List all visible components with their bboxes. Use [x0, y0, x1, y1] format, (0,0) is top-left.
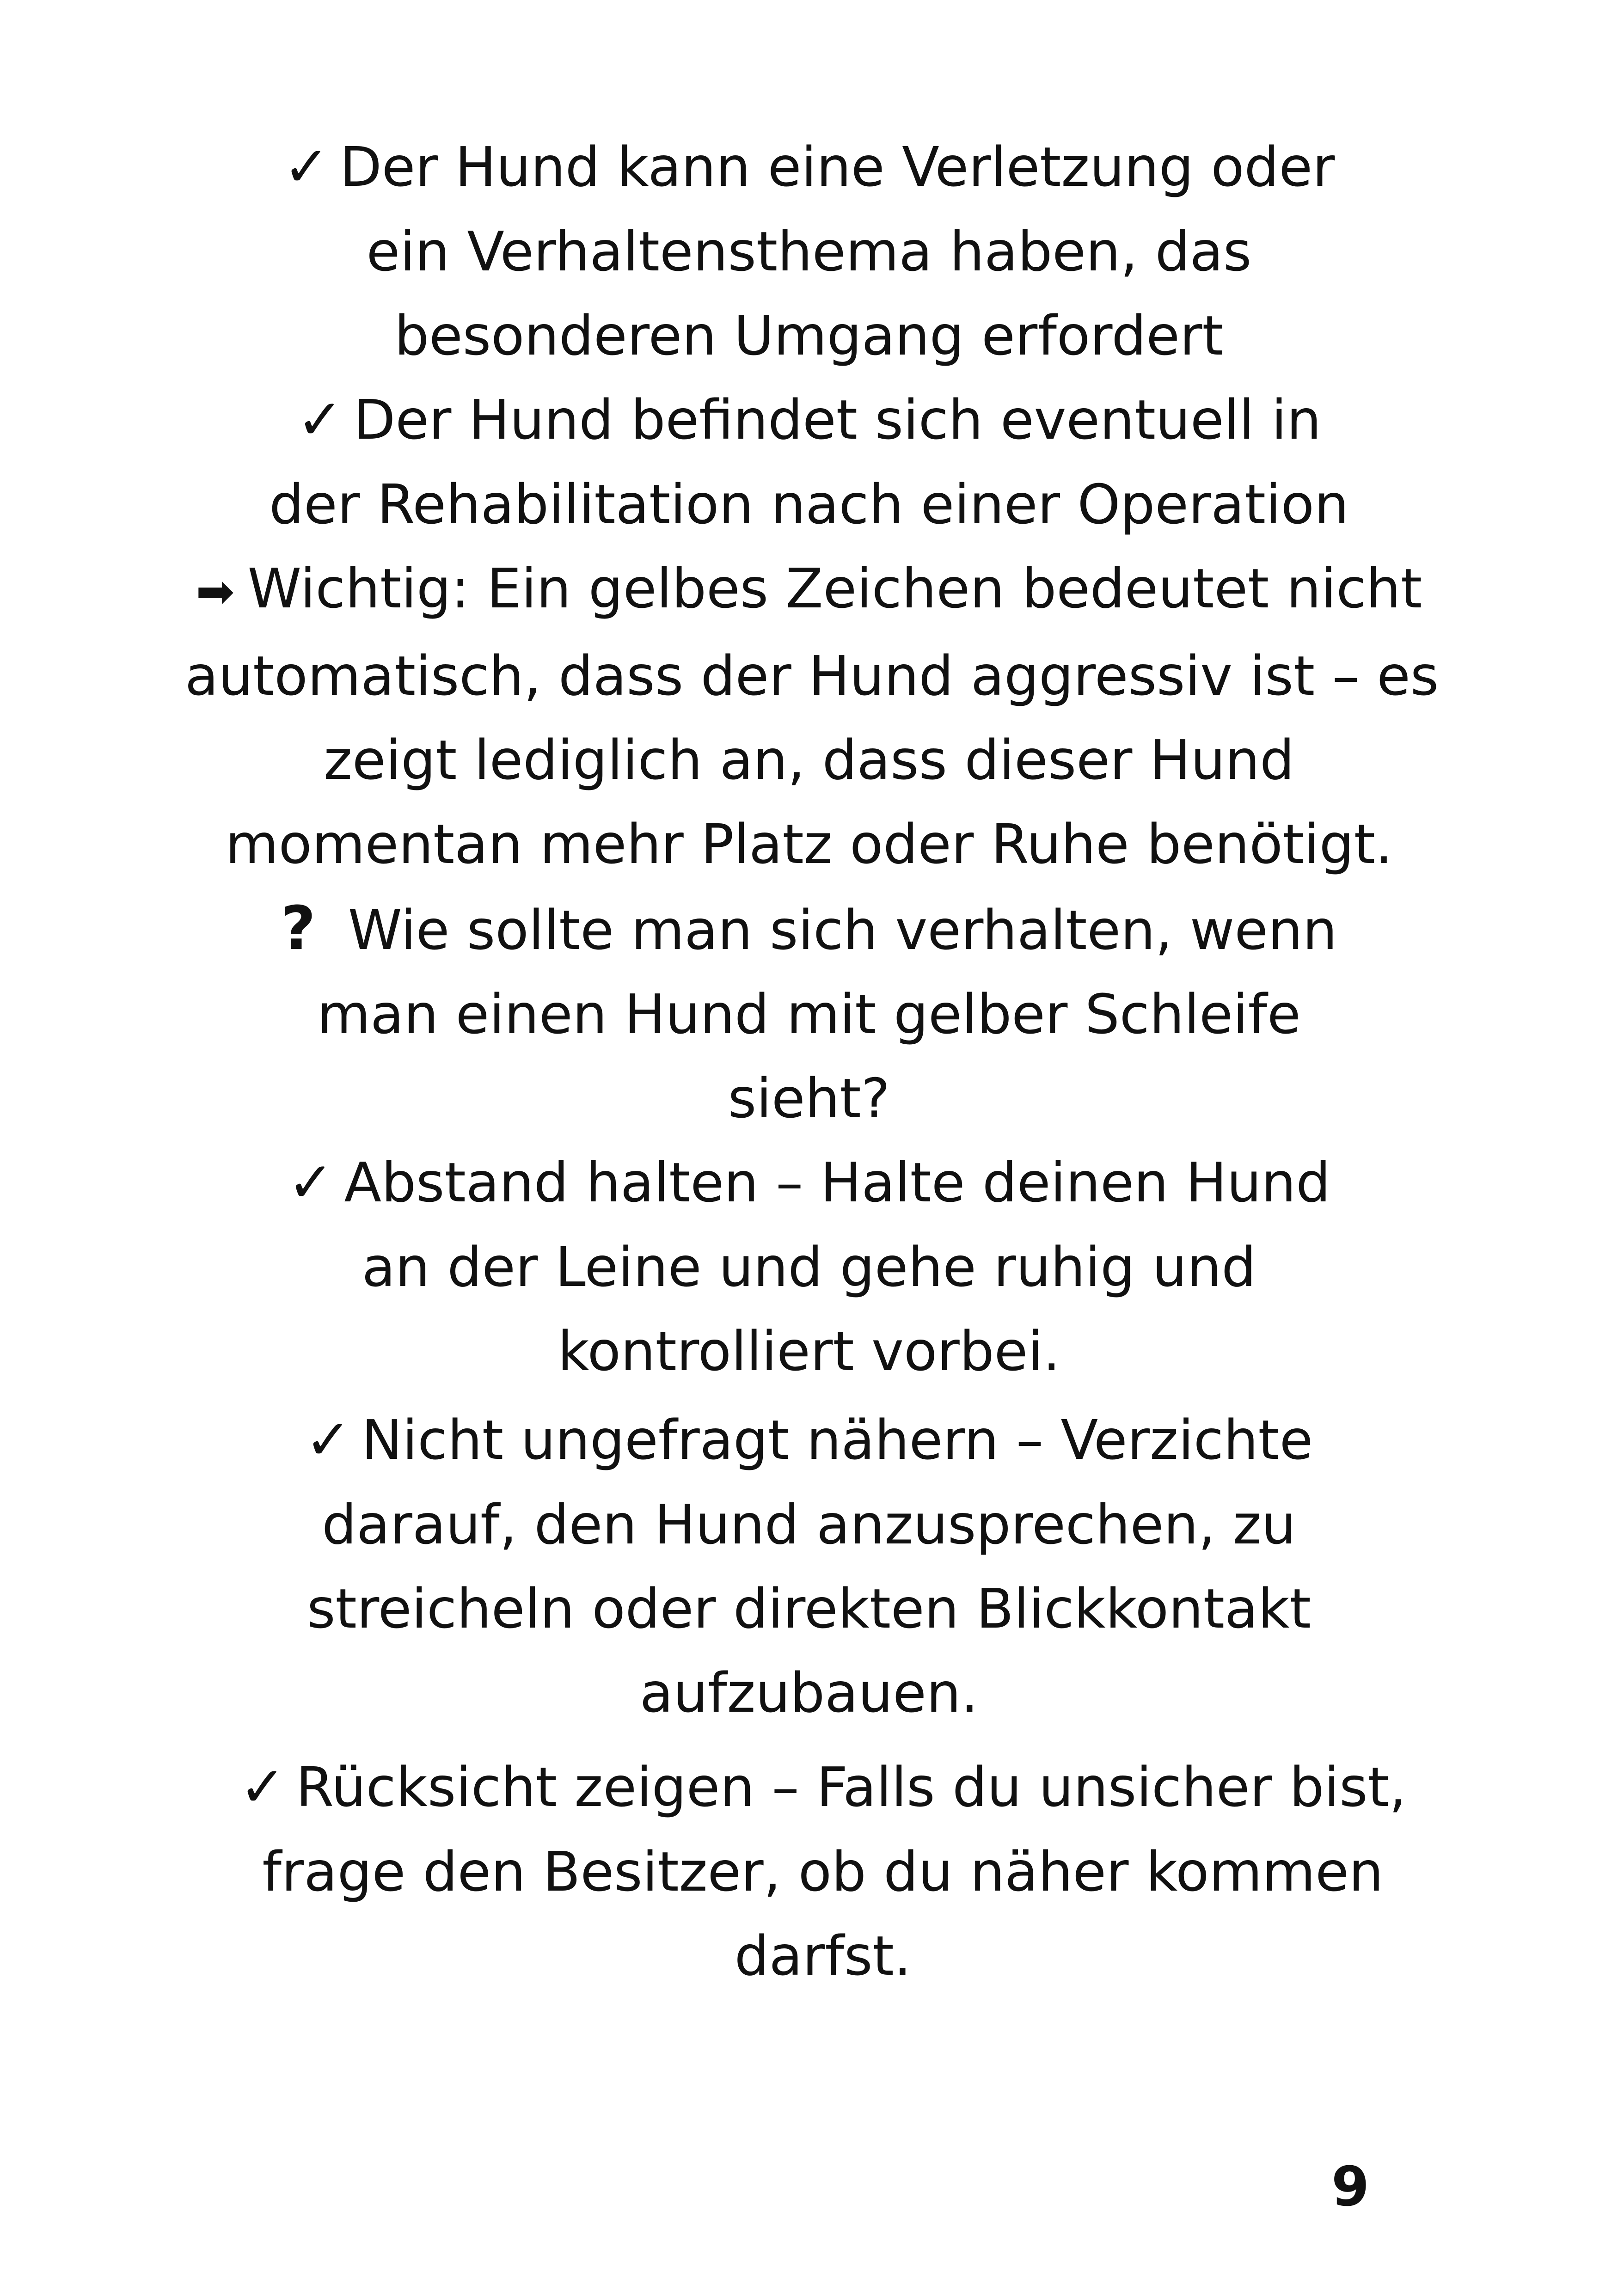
bullet-rehabilitation [185, 378, 1433, 546]
question-line: sieht? [728, 1066, 890, 1130]
page-number: 9 [1331, 2155, 1370, 2218]
bullet-line: besonderen Umgang erfordert [394, 304, 1224, 367]
checkmark-icon: ✓ [239, 1755, 286, 1819]
answer-do-not-approach [185, 1398, 1433, 1735]
answer-line: streicheln oder direkten Blickkontakt [307, 1577, 1311, 1641]
bullet-line: ein Verhaltensthema haben, das [366, 220, 1252, 283]
answer-line: Nicht ungefragt nähern – Verzichte [362, 1408, 1313, 1472]
checkmark-icon: ✓ [305, 1408, 352, 1472]
question-line: man einen Hund mit gelber Schleife [317, 982, 1301, 1046]
bullet-line: der Rehabilitation nach einer Operation [269, 472, 1349, 536]
note-line: automatisch, dass der Hund aggressiv ist – es [185, 644, 1439, 708]
bullet-line: Der Hund befindet sich eventuell in [353, 388, 1322, 452]
question-block [185, 886, 1433, 1140]
answer-keep-distance [185, 1140, 1433, 1393]
note-line: momentan mehr Platz oder Ruhe benötigt. [225, 812, 1393, 876]
page-content [185, 125, 1439, 1998]
answer-line: an der Leine und gehe ruhig und [362, 1235, 1256, 1299]
answer-line: darauf, den Hund anzusprechen, zu [322, 1493, 1296, 1556]
checkmark-icon: ✓ [283, 135, 330, 199]
answer-show-consideration [185, 1745, 1433, 1998]
checkmark-icon: ✓ [287, 1151, 334, 1215]
question-mark-icon: ? [281, 893, 316, 963]
important-note [185, 546, 1439, 886]
question-line: Wie sollte man sich verhalten, wenn [348, 898, 1337, 962]
answer-line: kontrolliert vorbei. [558, 1319, 1060, 1383]
answer-line: darfst. [734, 1924, 912, 1988]
bullet-injury [185, 125, 1433, 378]
answer-line: frage den Besitzer, ob du näher kommen [262, 1840, 1384, 1904]
answer-line: aufzubauen. [639, 1661, 979, 1725]
right-arrow-icon: ➡ [196, 564, 235, 618]
note-line: zeigt lediglich an, dass dieser Hund [323, 728, 1295, 792]
answer-line: Rücksicht zeigen – Falls du unsicher bist, [296, 1755, 1407, 1819]
note-line: Wichtig: Ein gelbes Zeichen bedeutet nicht [247, 557, 1422, 620]
checkmark-icon: ✓ [296, 388, 343, 452]
bullet-line: Der Hund kann eine Verletzung oder [339, 135, 1335, 199]
answer-line: Abstand halten – Halte deinen Hund [344, 1151, 1331, 1214]
